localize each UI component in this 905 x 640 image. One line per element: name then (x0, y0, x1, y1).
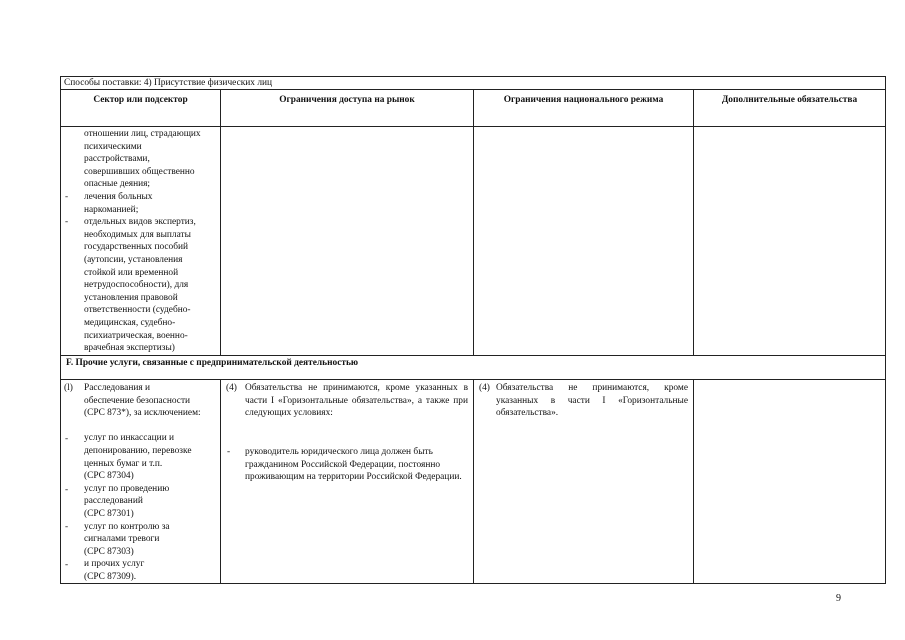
column-divider (693, 379, 694, 583)
sector-line: ценных бумаг и т.п. (84, 458, 163, 469)
market-access-condition: руководитель юридического лица должен быть гражданином Российской Федерации, постоянно проживающим на территории Российской Федерации. (245, 447, 462, 483)
market-access-number: (4) (226, 383, 237, 393)
sector-line: врачебная экспертизы) (84, 343, 175, 354)
sector-line: лечения больных (84, 191, 153, 202)
sector-line: (аутопсии, установления (84, 254, 183, 265)
table-right-border (885, 76, 886, 583)
table-left-border (60, 76, 61, 583)
sector-line: (CPC 87303) (84, 546, 134, 557)
sector-line: (CPC 873*), за исключением: (84, 408, 201, 419)
sector-line: (CPC 87304) (84, 471, 134, 482)
list-dash: - (65, 560, 69, 570)
section-heading: F. Прочие услуги, связанные с предпринимательской деятельностью (66, 358, 359, 368)
list-dash: - (65, 522, 69, 532)
sector-line: нетрудоспособности), для (84, 280, 189, 291)
sector-line: государственных пособий (84, 242, 189, 253)
national-treatment-text: Обязательства не принимаются, кроме указанных в части I «Горизонтальные обязательства». (496, 383, 688, 419)
sector-line: отдельных видов экспертиз, (84, 217, 196, 228)
column-divider (693, 89, 694, 355)
sector-line: услуг по контролю за (84, 521, 170, 532)
list-dash: - (65, 192, 69, 202)
sector-line: депонированию, перевозке (84, 445, 192, 456)
national-treatment-number: (4) (479, 383, 490, 393)
sector-line: обеспечение безопасности (84, 395, 191, 406)
sector-line: Расследования и (84, 383, 151, 393)
sector-line: услуг по инкассации и (84, 433, 175, 444)
row-number: (l) (64, 383, 73, 393)
sector-line (84, 420, 201, 433)
sector-line: расследований (84, 496, 143, 507)
list-dash: - (65, 485, 69, 495)
sector-line: и прочих услуг (84, 559, 145, 570)
market-access-text: Обязательства не принимаются, кроме указанных в части I «Горизонтальные обязательства», а также при следующих условиях: (245, 383, 468, 419)
sector-line: психиатрическая, военно- (84, 330, 188, 341)
sector-line: медицинская, судебно- (84, 317, 176, 328)
column-divider (220, 89, 221, 355)
list-dash: - (65, 434, 69, 444)
sector-line: стойкой или временной (84, 267, 179, 278)
sector-line: совершивших общественно (84, 166, 195, 177)
sector-line: ответственности (судебно- (84, 305, 191, 316)
header-market-access: Ограничения доступа на рынок (279, 95, 415, 105)
header-sector: Сектор или подсектор (93, 95, 188, 105)
section-top-divider (60, 355, 886, 356)
sector-line: сигналами тревоги (84, 534, 160, 545)
sector-line: услуг по проведению (84, 483, 170, 494)
column-divider (473, 379, 474, 583)
column-divider (220, 379, 221, 583)
sector-line: установления правовой (84, 292, 178, 303)
sector-line: необходимых для выплаты (84, 229, 191, 240)
list-dash: - (227, 447, 231, 457)
sector-line: (CPC 87309). (84, 571, 137, 582)
sector-line: наркоманией; (84, 204, 139, 215)
header-additional-commitments: Дополнительные обязательства (721, 95, 858, 105)
sector-line: психическими (84, 141, 142, 152)
column-divider (473, 89, 474, 355)
sector-line: отношении лиц, страдающих (84, 129, 201, 139)
list-dash: - (65, 217, 69, 227)
table-caption: Способы поставки: 4) Присутствие физических лиц (64, 78, 273, 88)
sector-line: опасные деяния; (84, 179, 151, 190)
page-number: 9 (836, 593, 841, 604)
row-sector-text (84, 382, 201, 584)
sector-line: (CPC 87301) (84, 508, 134, 519)
sector-line: расстройствами, (84, 154, 150, 165)
continued-sector-text (84, 128, 201, 355)
header-national-treatment: Ограничения национального режима (503, 95, 664, 105)
